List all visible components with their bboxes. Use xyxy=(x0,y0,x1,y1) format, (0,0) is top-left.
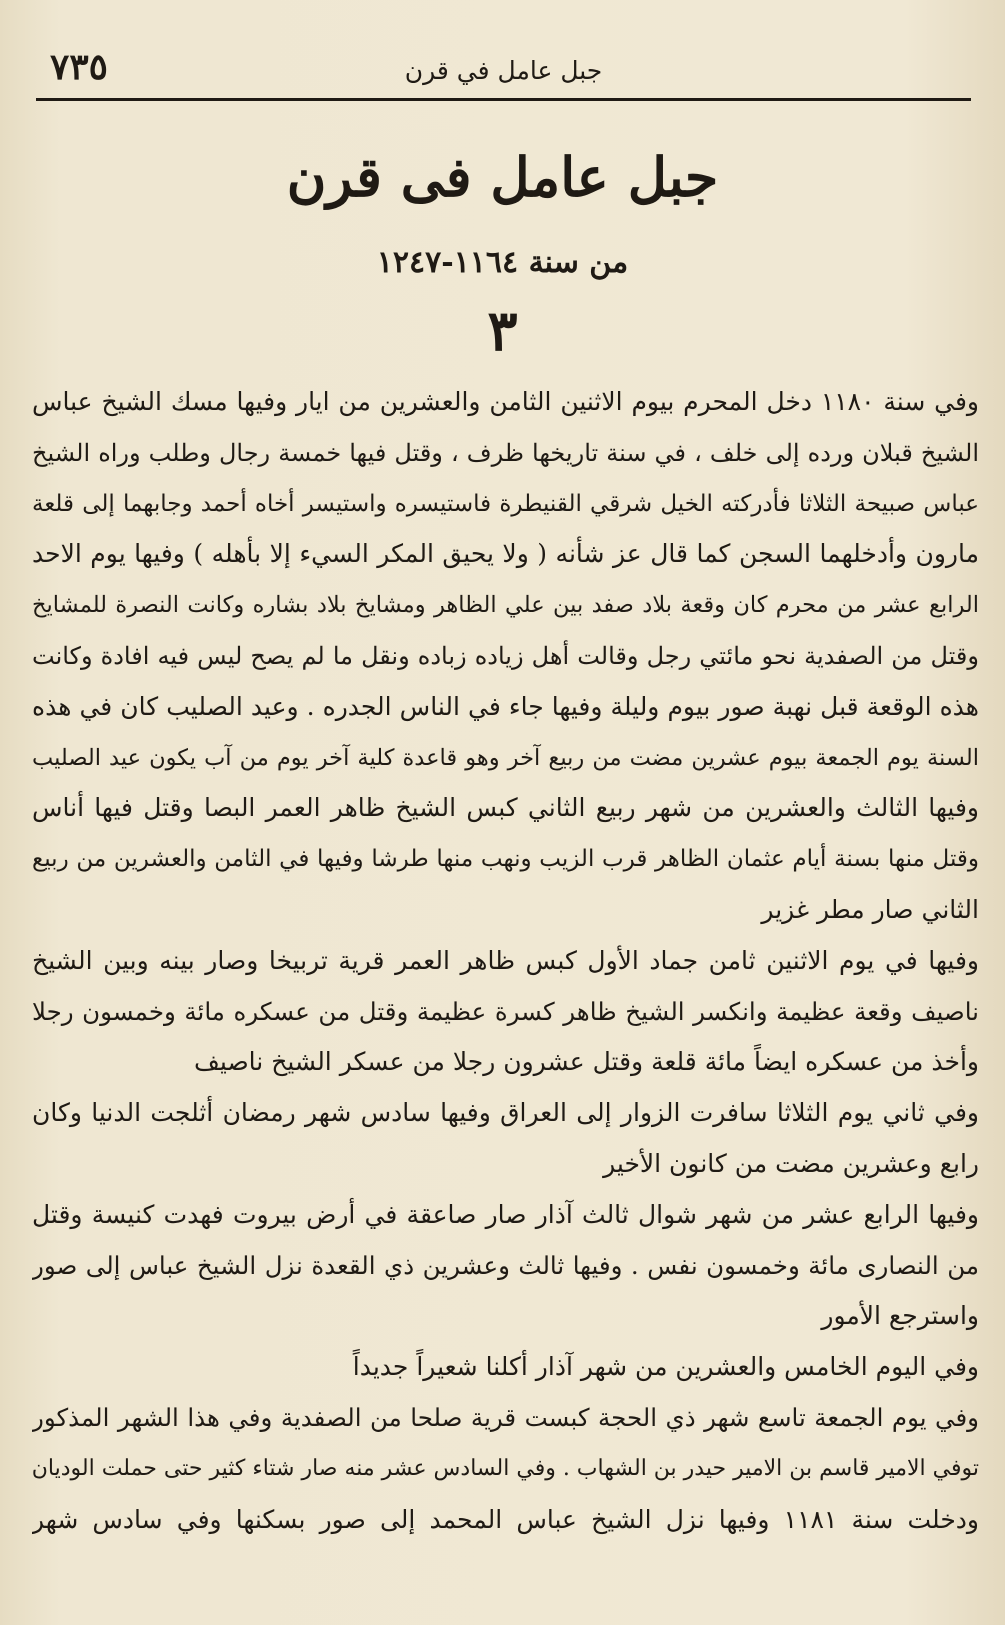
header-rule xyxy=(36,98,971,101)
text-line: وفيها الثالث والعشرين من شهر ربيع الثاني كبس الشيخ ظاهر العمر البصا وقتل فيها أناس xyxy=(32,793,979,823)
text-line: السنة يوم الجمعة بيوم عشرين مضت من ربيع آخر وهو قاعدة كلية آخر يوم من آب يكون عيد الصليب xyxy=(32,744,979,771)
text-line: ناصيف وقعة عظيمة وانكسر الشيخ ظاهر كسرة عظيمة وقتل من عسكره مائة وخمسون رجلا xyxy=(32,996,979,1026)
text-line: وقتل منها بسنة أيام عثمان الظاهر قرب الزيب ونهب منها طرشا وفيها في الثامن والعشرين من ربيع xyxy=(32,846,979,873)
running-head xyxy=(36,40,971,98)
text-line: توفي الامير قاسم بن الامير حيدر بن الشهاب . وفي السادس عشر منه صار شتاء كثير حتى حملت الوديان xyxy=(32,1455,979,1481)
text-line: وقتل من الصفدية نحو مائتي رجل وقالت أهل زياده زباده ونقل ما لم يصح ليس فيه افادة وكانت xyxy=(32,641,979,670)
text-line: وأخذ من عسكره ايضاً مائة قلعة وقتل عشرون رجلا من عسكر الشيخ ناصيف xyxy=(194,1047,979,1077)
page-number: ٧٣٥ xyxy=(50,46,109,88)
text-line: وفي يوم الجمعة تاسع شهر ذي الحجة كبست قرية صلحا من الصفدية وفي هذا الشهر المذكور xyxy=(32,1402,979,1432)
text-line: الرابع عشر من محرم كان وقعة بلاد صفد بين علي الظاهر ومشايخ بلاد بشاره وكانت النصرة للمشايخ xyxy=(32,592,979,619)
text-line: رابع وعشرين مضت من كانون الأخير xyxy=(603,1148,979,1178)
text-line: وفي اليوم الخامس والعشرين من شهر آذار أكلنا شعيراً جديداً xyxy=(352,1352,979,1382)
text-line: هذه الوقعة قبل نهبة صور بيوم وليلة وفيها جاء في الناس الجدره . وعيد الصليب كان في هذه xyxy=(32,691,979,721)
body-text xyxy=(32,377,979,1545)
chapter-subheading: من سنة ١١٦٤-١٢٤٧ xyxy=(376,245,629,280)
text-line: مارون وأدخلهما السجن كما قال عز شأنه ( ولا يحيق المكر السيء إلا بأهله ) وفيها يوم الاحد xyxy=(32,539,979,569)
text-line: واسترجع الأمور xyxy=(821,1301,979,1331)
text-line: وفي سنة ١١٨٠ دخل المحرم بيوم الاثنين الثامن والعشرين من ايار وفيها مسك الشيخ عباس xyxy=(32,387,979,416)
text-line: الثاني صار مطر غزير xyxy=(761,894,979,924)
part-number: ٣ xyxy=(487,298,518,364)
text-line: وفيها في يوم الاثنين ثامن جماد الأول كبس ظاهر العمر قرية تربيخا وصار بينه وبين الشيخ xyxy=(32,945,979,975)
text-line: ودخلت سنة ١١٨١ وفيها نزل الشيخ عباس المحمد إلى صور بسكنها وفي سادس شهر xyxy=(32,1504,979,1534)
chapter-heading: جبل عامل فى قرن xyxy=(286,145,719,209)
text-line: وفيها الرابع عشر من شهر شوال ثالث آذار صار صاعقة في أرض بيروت فهدت كنيسة وقتل xyxy=(32,1199,979,1229)
text-line: عباس صبيحة الثلاثا فأدركته الخيل شرقي القنيطرة فاستيسره واستيسر أخاه أحمد وجابهما إلى قلعة xyxy=(32,490,979,517)
text-line: من النصارى مائة وخمسون نفس . وفيها ثالث وعشرين ذي القعدة نزل الشيخ عباس إلى صور xyxy=(32,1250,979,1280)
text-line: وفي ثاني يوم الثلاثا سافرت الزوار إلى العراق وفيها سادس شهر رمضان أثلجت الدنيا وكان xyxy=(32,1098,979,1128)
running-title: جبل عامل في قرن xyxy=(404,56,603,85)
text-line: الشيخ قبلان ورده إلى خلف ، في سنة تاريخها ظرف ، وقتل فيها خمسة رجال وطلب وراه الشيخ xyxy=(32,438,979,467)
